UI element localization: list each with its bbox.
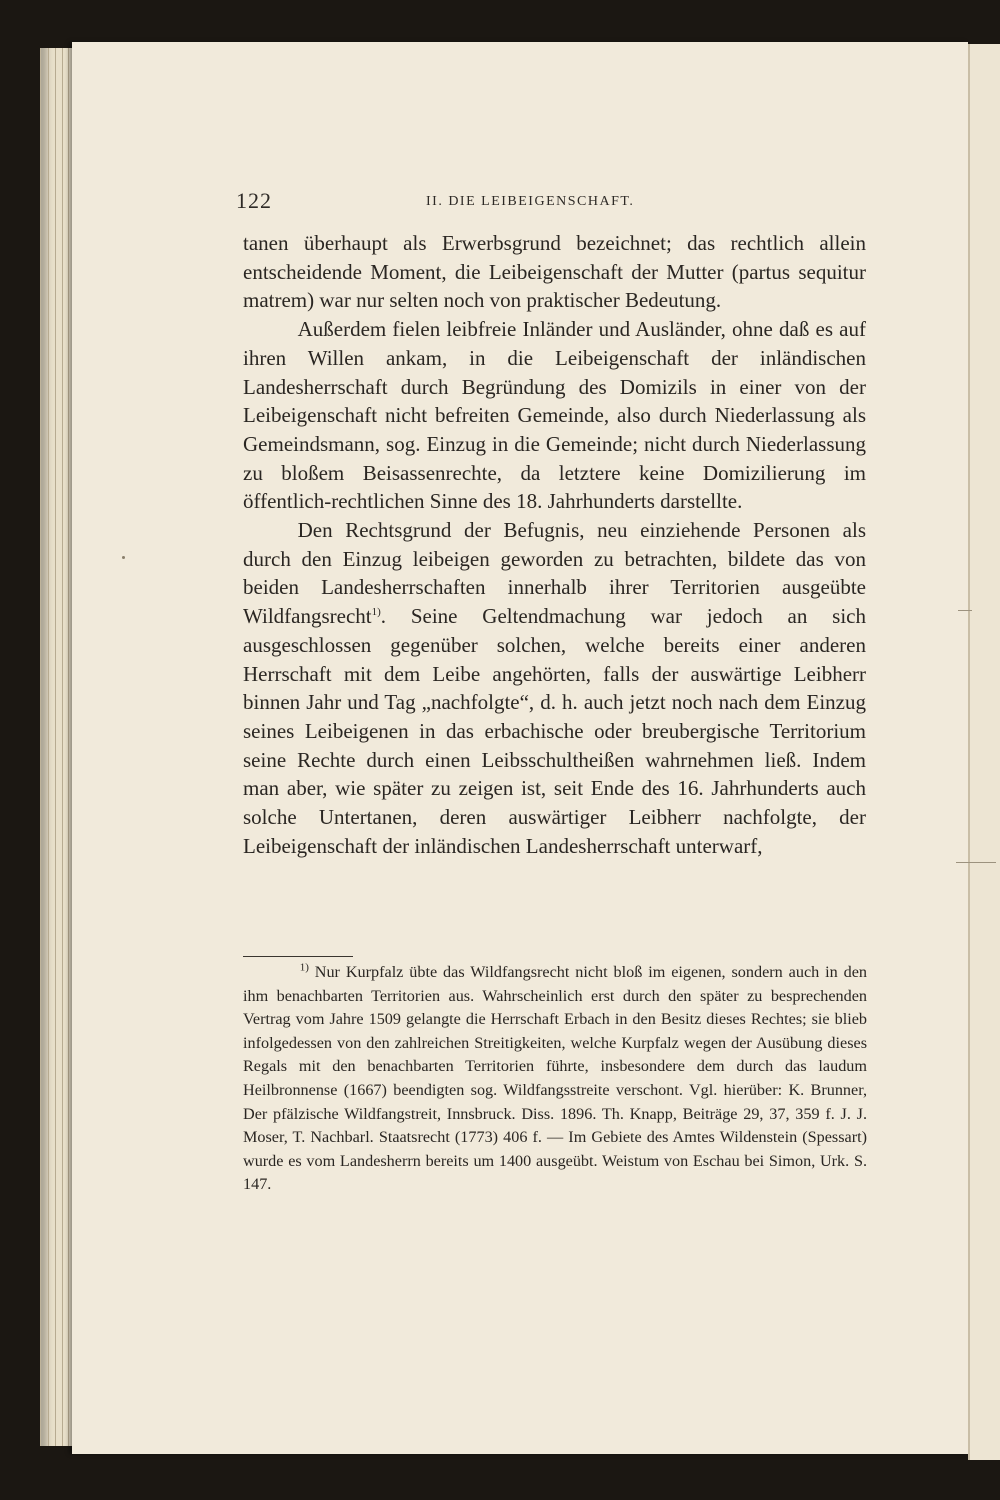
footnote-rule <box>243 956 353 957</box>
paper-speck <box>122 556 125 559</box>
paragraph-text: Den Rechtsgrund der Befugnis, neu einziehende Personen als durch den Einzug leibeigen geworden zu betrachten, bildete das von beiden Landesherrschaften innerhalb ihrer Territorien ausgeübte Wildfangsrecht <box>243 518 866 629</box>
margin-mark <box>958 610 972 611</box>
gutter-edge <box>968 44 970 1460</box>
page-edge-line <box>55 48 56 1446</box>
paragraph: Außerdem fielen leibfreie Inländer und Ausländer, ohne daß es auf ihren Willen ankam, in die Leibeigenschaft der inländischen Landesherrschaft durch Begründung des Domizils in einer von der Leibeigenschaft nicht befreiten Gemeinde, also durch Niederlassung als Gemeindsmann, sog. Einzug in die Gemeinde; nicht durch Niederlassung zu bloßem Beisassenrechte, da letztere keine Domizilierung im öffentlich-rechtlichen Sinne des 18. Jahrhunderts darstellte. <box>243 317 866 514</box>
margin-mark <box>956 862 996 863</box>
page-number: 122 <box>236 188 272 213</box>
paragraph: Den Rechtsgrund der Befugnis, neu einziehende Personen als durch den Einzug leibeigen geworden zu betrachten, bildete das von beiden Landesherrschaften innerhalb ihrer Territorien ausgeübte Wildfangsrecht$^{1)}$. Seine Geltendmachung war jedoch an sich ausgeschlossen gegenüber solchen, welche bereits einer anderen Herrschaft mit dem Leibe angehörten, falls der auswärtige Leibherr binnen Jahr und Tag „nachfolgte“, d. h. auch jetzt noch nach dem Einzug seines Leibeigenen in das erbachische oder breubergische Territorium seine Rechte durch einen Leibsschultheißen wahrnehmen ließ. Indem man aber, wie später zu zeigen ist, seit Ende des 16. Jahrhunderts auch solche Untertanen, deren auswärtiger Leibherr nachfolgte, der Leibeigenschaft der inländischen Landesherrschaft unterwarf, <box>243 518 866 858</box>
page-edge-line <box>48 48 49 1446</box>
footnote-block <box>243 961 867 1197</box>
footnote <box>243 961 867 1197</box>
page-header <box>236 188 868 218</box>
paragraph: tanen überhaupt als Erwerbsgrund bezeichnet; das rechtlich allein entscheidende Moment, die Leibeigenschaft der Mutter (partus sequitur matrem) war nur selten noch von praktischer Bedeutung. <box>243 231 866 313</box>
page-edge-line <box>62 48 63 1446</box>
footnote-reference[interactable]: 1) <box>371 606 381 619</box>
main-text <box>243 229 866 860</box>
paragraph-text: Seine Geltendmachung war jedoch an sich ausgeschlossen gegenüber solchen, welche bereits einer anderen Herrschaft mit dem Leibe angehörten, falls der auswärtige Leibherr binnen Jahr und Tag „nachfolgte“, d. h. auch jetzt noch nach dem Einzug seines Leibeigenen in das erbachische oder breubergische Territorium seine Rechte durch einen Leibsschultheißen wahrnehmen ließ. Indem man aber, wie später zu zeigen ist, seit Ende des 16. Jahrhunderts auch solche Untertanen, deren auswärtiger Leibherr nachfolgte, der Leibeigenschaft der inländischen Landesherrschaft unterwarf, <box>243 604 866 858</box>
footnote-text: Nur Kurpfalz übte das Wildfangsrecht nicht bloß im eigenen, sondern auch in den ihm benachbarten Territorien aus. Wahrscheinlich erst durch den später zu besprechenden Vertrag vom Jahre 1509 gelangte die Herrschaft Erbach in den Besitz dieses Rechtes; sie blieb infolgedessen von den zahlreichen Streitigkeiten, welche Kurpfalz wegen der Ausübung dieses Regals mit den benachbarten Territorien führte, insbesondere dem durch das laudum Heilbronnense (1667) beendigten sog. Wildfangsstreite verschont. Vgl. hierüber: K. Brunner, Der pfälzische Wildfangstreit, Innsbruck. Diss. 1896. Th. Knapp, Beiträge 29, 37, 359 f. J. J. Moser, T. Nachbarl. Staatsrecht (1773) 406 f. — Im Gebiete des Amtes Wildenstein (Spessart) wurde es vom Landesherrn bereits um 1400 ausgeübt. Weistum von Eschau bei Simon, Urk. S. 147. <box>243 963 867 1194</box>
page-edge-line <box>68 48 69 1446</box>
footnote-marker: 1) <box>299 961 309 974</box>
running-title: II. DIE LEIBEIGENSCHAFT. <box>426 194 635 209</box>
facing-page-strip <box>968 44 1000 1460</box>
